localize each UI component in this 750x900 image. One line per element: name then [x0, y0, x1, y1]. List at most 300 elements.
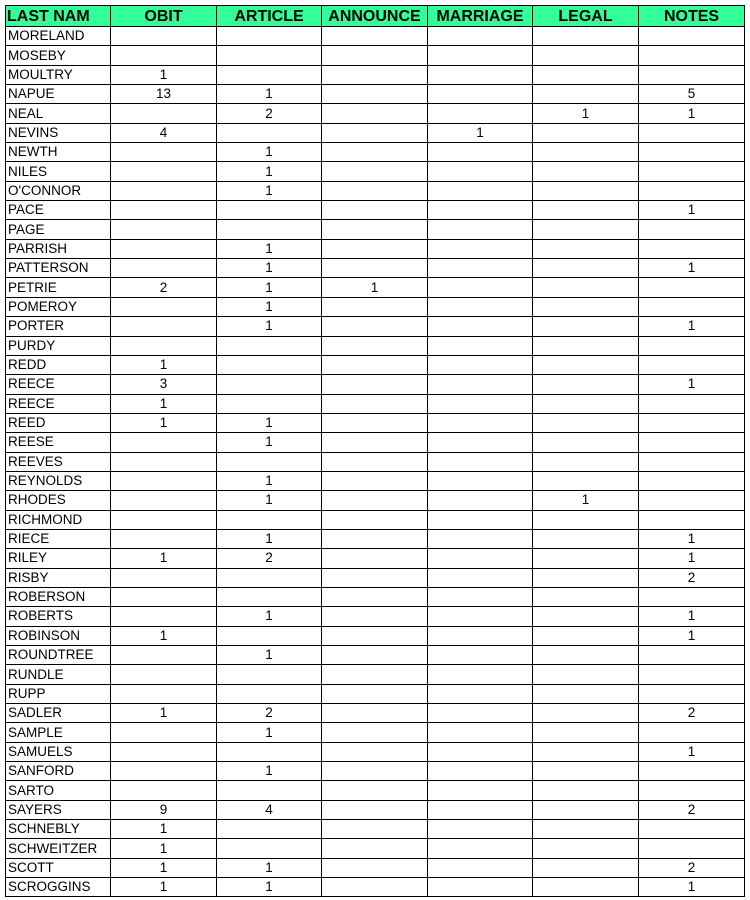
cell-article[interactable]	[217, 65, 322, 84]
cell-legal[interactable]	[533, 742, 639, 761]
cell-legal[interactable]: 1	[533, 104, 639, 123]
cell-obit[interactable]	[111, 781, 217, 800]
cell-article[interactable]	[217, 355, 322, 374]
cell-last-name[interactable]: SANFORD	[6, 762, 111, 781]
cell-obit[interactable]	[111, 181, 217, 200]
cell-marriage[interactable]	[428, 626, 533, 645]
cell-legal[interactable]	[533, 568, 639, 587]
cell-announce[interactable]	[322, 839, 428, 858]
cell-last-name[interactable]: MORELAND	[6, 27, 111, 46]
cell-last-name[interactable]: REYNOLDS	[6, 471, 111, 490]
cell-notes[interactable]: 1	[639, 878, 745, 897]
cell-announce[interactable]	[322, 491, 428, 510]
cell-last-name[interactable]: O'CONNOR	[6, 181, 111, 200]
cell-last-name[interactable]: PACE	[6, 201, 111, 220]
header-marriage[interactable]: MARRIAGE	[428, 6, 533, 27]
cell-legal[interactable]	[533, 646, 639, 665]
cell-announce[interactable]	[322, 568, 428, 587]
cell-legal[interactable]	[533, 781, 639, 800]
cell-notes[interactable]	[639, 65, 745, 84]
cell-article[interactable]	[217, 220, 322, 239]
cell-notes[interactable]	[639, 839, 745, 858]
cell-marriage[interactable]	[428, 201, 533, 220]
cell-announce[interactable]	[322, 317, 428, 336]
cell-legal[interactable]	[533, 355, 639, 374]
cell-last-name[interactable]: SAYERS	[6, 800, 111, 819]
cell-last-name[interactable]: SCHNEBLY	[6, 820, 111, 839]
cell-marriage[interactable]	[428, 665, 533, 684]
cell-article[interactable]: 2	[217, 549, 322, 568]
cell-obit[interactable]	[111, 471, 217, 490]
cell-article[interactable]: 1	[217, 239, 322, 258]
cell-legal[interactable]: 1	[533, 491, 639, 510]
header-obit[interactable]: OBIT	[111, 6, 217, 27]
cell-notes[interactable]	[639, 646, 745, 665]
cell-obit[interactable]	[111, 491, 217, 510]
cell-marriage[interactable]	[428, 452, 533, 471]
cell-announce[interactable]	[322, 510, 428, 529]
cell-legal[interactable]	[533, 433, 639, 452]
cell-last-name[interactable]: SADLER	[6, 704, 111, 723]
cell-legal[interactable]	[533, 181, 639, 200]
cell-marriage[interactable]	[428, 878, 533, 897]
cell-marriage[interactable]	[428, 104, 533, 123]
cell-last-name[interactable]: REED	[6, 413, 111, 432]
cell-obit[interactable]	[111, 201, 217, 220]
cell-legal[interactable]	[533, 878, 639, 897]
cell-legal[interactable]	[533, 317, 639, 336]
cell-notes[interactable]	[639, 762, 745, 781]
cell-obit[interactable]: 1	[111, 549, 217, 568]
cell-announce[interactable]	[322, 259, 428, 278]
cell-last-name[interactable]: ROBINSON	[6, 626, 111, 645]
cell-marriage[interactable]	[428, 181, 533, 200]
cell-marriage[interactable]	[428, 704, 533, 723]
cell-article[interactable]: 1	[217, 471, 322, 490]
cell-obit[interactable]: 1	[111, 839, 217, 858]
cell-marriage[interactable]	[428, 858, 533, 877]
cell-article[interactable]	[217, 394, 322, 413]
cell-notes[interactable]	[639, 587, 745, 606]
header-last-name[interactable]: LAST NAM	[6, 6, 111, 27]
cell-marriage[interactable]	[428, 27, 533, 46]
cell-legal[interactable]	[533, 587, 639, 606]
cell-notes[interactable]	[639, 781, 745, 800]
cell-marriage[interactable]	[428, 820, 533, 839]
cell-legal[interactable]	[533, 201, 639, 220]
cell-announce[interactable]	[322, 858, 428, 877]
cell-notes[interactable]	[639, 46, 745, 65]
cell-notes[interactable]	[639, 394, 745, 413]
cell-article[interactable]: 1	[217, 762, 322, 781]
cell-announce[interactable]	[322, 684, 428, 703]
cell-last-name[interactable]: PETRIE	[6, 278, 111, 297]
cell-last-name[interactable]: RHODES	[6, 491, 111, 510]
cell-notes[interactable]: 2	[639, 704, 745, 723]
cell-legal[interactable]	[533, 704, 639, 723]
cell-announce[interactable]	[322, 820, 428, 839]
cell-last-name[interactable]: SCROGGINS	[6, 878, 111, 897]
cell-last-name[interactable]: PORTER	[6, 317, 111, 336]
cell-announce[interactable]	[322, 878, 428, 897]
cell-last-name[interactable]: RUPP	[6, 684, 111, 703]
cell-announce[interactable]	[322, 800, 428, 819]
cell-marriage[interactable]	[428, 239, 533, 258]
cell-legal[interactable]	[533, 762, 639, 781]
cell-obit[interactable]	[111, 259, 217, 278]
cell-article[interactable]: 1	[217, 162, 322, 181]
cell-announce[interactable]	[322, 471, 428, 490]
cell-obit[interactable]: 1	[111, 704, 217, 723]
cell-last-name[interactable]: REEVES	[6, 452, 111, 471]
cell-obit[interactable]	[111, 220, 217, 239]
cell-article[interactable]	[217, 27, 322, 46]
cell-last-name[interactable]: MOSEBY	[6, 46, 111, 65]
cell-legal[interactable]	[533, 549, 639, 568]
cell-legal[interactable]	[533, 471, 639, 490]
cell-article[interactable]	[217, 626, 322, 645]
cell-notes[interactable]	[639, 665, 745, 684]
cell-article[interactable]: 2	[217, 104, 322, 123]
header-legal[interactable]: LEGAL	[533, 6, 639, 27]
cell-marriage[interactable]	[428, 46, 533, 65]
cell-announce[interactable]	[322, 85, 428, 104]
cell-notes[interactable]	[639, 278, 745, 297]
cell-article[interactable]: 1	[217, 297, 322, 316]
cell-notes[interactable]	[639, 491, 745, 510]
cell-legal[interactable]	[533, 85, 639, 104]
cell-article[interactable]: 1	[217, 529, 322, 548]
cell-announce[interactable]	[322, 646, 428, 665]
cell-marriage[interactable]	[428, 317, 533, 336]
cell-article[interactable]: 1	[217, 878, 322, 897]
cell-obit[interactable]	[111, 336, 217, 355]
cell-marriage[interactable]	[428, 336, 533, 355]
cell-obit[interactable]: 4	[111, 123, 217, 142]
cell-notes[interactable]	[639, 123, 745, 142]
cell-obit[interactable]: 9	[111, 800, 217, 819]
cell-marriage[interactable]	[428, 85, 533, 104]
cell-announce[interactable]	[322, 433, 428, 452]
cell-last-name[interactable]: NEWTH	[6, 143, 111, 162]
cell-notes[interactable]	[639, 239, 745, 258]
cell-last-name[interactable]: RIECE	[6, 529, 111, 548]
cell-marriage[interactable]	[428, 781, 533, 800]
cell-article[interactable]: 2	[217, 704, 322, 723]
cell-obit[interactable]: 1	[111, 413, 217, 432]
cell-marriage[interactable]	[428, 375, 533, 394]
cell-obit[interactable]: 1	[111, 878, 217, 897]
cell-obit[interactable]: 2	[111, 278, 217, 297]
cell-notes[interactable]	[639, 181, 745, 200]
header-announce[interactable]: ANNOUNCE	[322, 6, 428, 27]
cell-announce[interactable]	[322, 375, 428, 394]
cell-announce[interactable]	[322, 162, 428, 181]
cell-obit[interactable]	[111, 587, 217, 606]
cell-notes[interactable]: 1	[639, 201, 745, 220]
cell-obit[interactable]	[111, 162, 217, 181]
cell-notes[interactable]	[639, 452, 745, 471]
cell-marriage[interactable]	[428, 471, 533, 490]
cell-notes[interactable]	[639, 413, 745, 432]
cell-article[interactable]	[217, 510, 322, 529]
cell-last-name[interactable]: PATTERSON	[6, 259, 111, 278]
cell-article[interactable]: 1	[217, 143, 322, 162]
cell-last-name[interactable]: REECE	[6, 375, 111, 394]
cell-article[interactable]	[217, 839, 322, 858]
cell-legal[interactable]	[533, 239, 639, 258]
cell-marriage[interactable]: 1	[428, 123, 533, 142]
cell-obit[interactable]: 3	[111, 375, 217, 394]
cell-last-name[interactable]: ROBERTS	[6, 607, 111, 626]
cell-last-name[interactable]: SCOTT	[6, 858, 111, 877]
cell-article[interactable]	[217, 781, 322, 800]
cell-obit[interactable]: 13	[111, 85, 217, 104]
cell-last-name[interactable]: ROBERSON	[6, 587, 111, 606]
cell-article[interactable]	[217, 375, 322, 394]
cell-last-name[interactable]: PARRISH	[6, 239, 111, 258]
cell-marriage[interactable]	[428, 587, 533, 606]
cell-announce[interactable]	[322, 549, 428, 568]
cell-announce[interactable]	[322, 704, 428, 723]
cell-article[interactable]	[217, 201, 322, 220]
cell-obit[interactable]	[111, 452, 217, 471]
cell-legal[interactable]	[533, 162, 639, 181]
cell-marriage[interactable]	[428, 742, 533, 761]
cell-legal[interactable]	[533, 46, 639, 65]
cell-obit[interactable]: 1	[111, 394, 217, 413]
cell-marriage[interactable]	[428, 646, 533, 665]
cell-legal[interactable]	[533, 65, 639, 84]
cell-notes[interactable]: 1	[639, 626, 745, 645]
cell-legal[interactable]	[533, 607, 639, 626]
cell-obit[interactable]	[111, 646, 217, 665]
cell-legal[interactable]	[533, 665, 639, 684]
cell-announce[interactable]	[322, 104, 428, 123]
cell-last-name[interactable]: POMEROY	[6, 297, 111, 316]
cell-announce[interactable]: 1	[322, 278, 428, 297]
cell-legal[interactable]	[533, 684, 639, 703]
cell-notes[interactable]: 5	[639, 85, 745, 104]
cell-last-name[interactable]: MOULTRY	[6, 65, 111, 84]
cell-announce[interactable]	[322, 336, 428, 355]
cell-announce[interactable]	[322, 723, 428, 742]
cell-article[interactable]	[217, 742, 322, 761]
cell-article[interactable]: 1	[217, 278, 322, 297]
cell-obit[interactable]	[111, 762, 217, 781]
cell-announce[interactable]	[322, 27, 428, 46]
cell-last-name[interactable]: NAPUE	[6, 85, 111, 104]
header-notes[interactable]: NOTES	[639, 6, 745, 27]
cell-notes[interactable]	[639, 220, 745, 239]
cell-marriage[interactable]	[428, 355, 533, 374]
cell-last-name[interactable]: PURDY	[6, 336, 111, 355]
cell-notes[interactable]	[639, 336, 745, 355]
cell-announce[interactable]	[322, 607, 428, 626]
cell-obit[interactable]: 1	[111, 626, 217, 645]
cell-legal[interactable]	[533, 220, 639, 239]
cell-notes[interactable]	[639, 27, 745, 46]
cell-legal[interactable]	[533, 123, 639, 142]
cell-announce[interactable]	[322, 762, 428, 781]
cell-article[interactable]: 1	[217, 317, 322, 336]
cell-legal[interactable]	[533, 413, 639, 432]
cell-article[interactable]	[217, 46, 322, 65]
cell-legal[interactable]	[533, 143, 639, 162]
cell-announce[interactable]	[322, 781, 428, 800]
cell-announce[interactable]	[322, 529, 428, 548]
cell-last-name[interactable]: REECE	[6, 394, 111, 413]
cell-announce[interactable]	[322, 742, 428, 761]
cell-legal[interactable]	[533, 297, 639, 316]
cell-article[interactable]: 4	[217, 800, 322, 819]
cell-last-name[interactable]: REESE	[6, 433, 111, 452]
cell-legal[interactable]	[533, 723, 639, 742]
cell-notes[interactable]: 2	[639, 858, 745, 877]
cell-legal[interactable]	[533, 858, 639, 877]
cell-legal[interactable]	[533, 820, 639, 839]
cell-notes[interactable]	[639, 162, 745, 181]
cell-announce[interactable]	[322, 65, 428, 84]
cell-last-name[interactable]: NEAL	[6, 104, 111, 123]
cell-last-name[interactable]: RILEY	[6, 549, 111, 568]
cell-obit[interactable]	[111, 104, 217, 123]
cell-announce[interactable]	[322, 220, 428, 239]
cell-notes[interactable]: 1	[639, 104, 745, 123]
cell-article[interactable]	[217, 336, 322, 355]
cell-article[interactable]	[217, 568, 322, 587]
cell-article[interactable]: 1	[217, 181, 322, 200]
cell-last-name[interactable]: PAGE	[6, 220, 111, 239]
cell-obit[interactable]	[111, 46, 217, 65]
cell-notes[interactable]: 1	[639, 317, 745, 336]
cell-obit[interactable]	[111, 568, 217, 587]
cell-announce[interactable]	[322, 239, 428, 258]
cell-marriage[interactable]	[428, 297, 533, 316]
cell-legal[interactable]	[533, 394, 639, 413]
cell-article[interactable]: 1	[217, 259, 322, 278]
cell-marriage[interactable]	[428, 839, 533, 858]
cell-obit[interactable]	[111, 723, 217, 742]
cell-legal[interactable]	[533, 800, 639, 819]
cell-legal[interactable]	[533, 452, 639, 471]
cell-marriage[interactable]	[428, 762, 533, 781]
cell-marriage[interactable]	[428, 394, 533, 413]
cell-notes[interactable]	[639, 723, 745, 742]
cell-marriage[interactable]	[428, 413, 533, 432]
cell-notes[interactable]	[639, 820, 745, 839]
cell-obit[interactable]: 1	[111, 355, 217, 374]
cell-article[interactable]	[217, 665, 322, 684]
cell-obit[interactable]	[111, 143, 217, 162]
cell-last-name[interactable]: SCHWEITZER	[6, 839, 111, 858]
cell-last-name[interactable]: RUNDLE	[6, 665, 111, 684]
cell-marriage[interactable]	[428, 162, 533, 181]
cell-announce[interactable]	[322, 452, 428, 471]
cell-last-name[interactable]: RICHMOND	[6, 510, 111, 529]
cell-announce[interactable]	[322, 665, 428, 684]
cell-legal[interactable]	[533, 375, 639, 394]
cell-last-name[interactable]: SAMPLE	[6, 723, 111, 742]
cell-last-name[interactable]: RISBY	[6, 568, 111, 587]
cell-announce[interactable]	[322, 297, 428, 316]
cell-notes[interactable]	[639, 297, 745, 316]
cell-last-name[interactable]: SARTO	[6, 781, 111, 800]
cell-article[interactable]	[217, 452, 322, 471]
cell-obit[interactable]: 1	[111, 858, 217, 877]
cell-marriage[interactable]	[428, 549, 533, 568]
cell-article[interactable]: 1	[217, 433, 322, 452]
cell-announce[interactable]	[322, 201, 428, 220]
cell-marriage[interactable]	[428, 800, 533, 819]
cell-announce[interactable]	[322, 123, 428, 142]
cell-obit[interactable]	[111, 239, 217, 258]
cell-marriage[interactable]	[428, 220, 533, 239]
cell-last-name[interactable]: NEVINS	[6, 123, 111, 142]
cell-article[interactable]	[217, 123, 322, 142]
cell-legal[interactable]	[533, 510, 639, 529]
cell-obit[interactable]: 1	[111, 65, 217, 84]
cell-notes[interactable]: 1	[639, 259, 745, 278]
cell-legal[interactable]	[533, 529, 639, 548]
cell-announce[interactable]	[322, 413, 428, 432]
cell-obit[interactable]	[111, 317, 217, 336]
cell-notes[interactable]: 2	[639, 800, 745, 819]
cell-article[interactable]	[217, 820, 322, 839]
cell-article[interactable]: 1	[217, 413, 322, 432]
cell-article[interactable]: 1	[217, 646, 322, 665]
cell-marriage[interactable]	[428, 65, 533, 84]
cell-obit[interactable]	[111, 684, 217, 703]
cell-last-name[interactable]: SAMUELS	[6, 742, 111, 761]
cell-article[interactable]: 1	[217, 85, 322, 104]
cell-marriage[interactable]	[428, 510, 533, 529]
cell-announce[interactable]	[322, 626, 428, 645]
cell-obit[interactable]	[111, 510, 217, 529]
cell-legal[interactable]	[533, 336, 639, 355]
cell-article[interactable]	[217, 684, 322, 703]
cell-notes[interactable]	[639, 684, 745, 703]
cell-legal[interactable]	[533, 27, 639, 46]
cell-article[interactable]	[217, 587, 322, 606]
cell-last-name[interactable]: REDD	[6, 355, 111, 374]
cell-obit[interactable]	[111, 529, 217, 548]
cell-notes[interactable]	[639, 355, 745, 374]
header-article[interactable]: ARTICLE	[217, 6, 322, 27]
cell-last-name[interactable]: NILES	[6, 162, 111, 181]
cell-announce[interactable]	[322, 587, 428, 606]
cell-obit[interactable]	[111, 665, 217, 684]
cell-marriage[interactable]	[428, 607, 533, 626]
cell-obit[interactable]: 1	[111, 820, 217, 839]
cell-notes[interactable]: 1	[639, 529, 745, 548]
cell-article[interactable]: 1	[217, 723, 322, 742]
cell-marriage[interactable]	[428, 568, 533, 587]
cell-legal[interactable]	[533, 259, 639, 278]
cell-notes[interactable]	[639, 510, 745, 529]
cell-notes[interactable]	[639, 143, 745, 162]
cell-marriage[interactable]	[428, 433, 533, 452]
cell-obit[interactable]	[111, 742, 217, 761]
cell-notes[interactable]	[639, 471, 745, 490]
cell-notes[interactable]: 1	[639, 549, 745, 568]
cell-announce[interactable]	[322, 394, 428, 413]
cell-article[interactable]: 1	[217, 858, 322, 877]
cell-obit[interactable]	[111, 433, 217, 452]
cell-marriage[interactable]	[428, 723, 533, 742]
cell-last-name[interactable]: ROUNDTREE	[6, 646, 111, 665]
cell-notes[interactable]: 1	[639, 607, 745, 626]
